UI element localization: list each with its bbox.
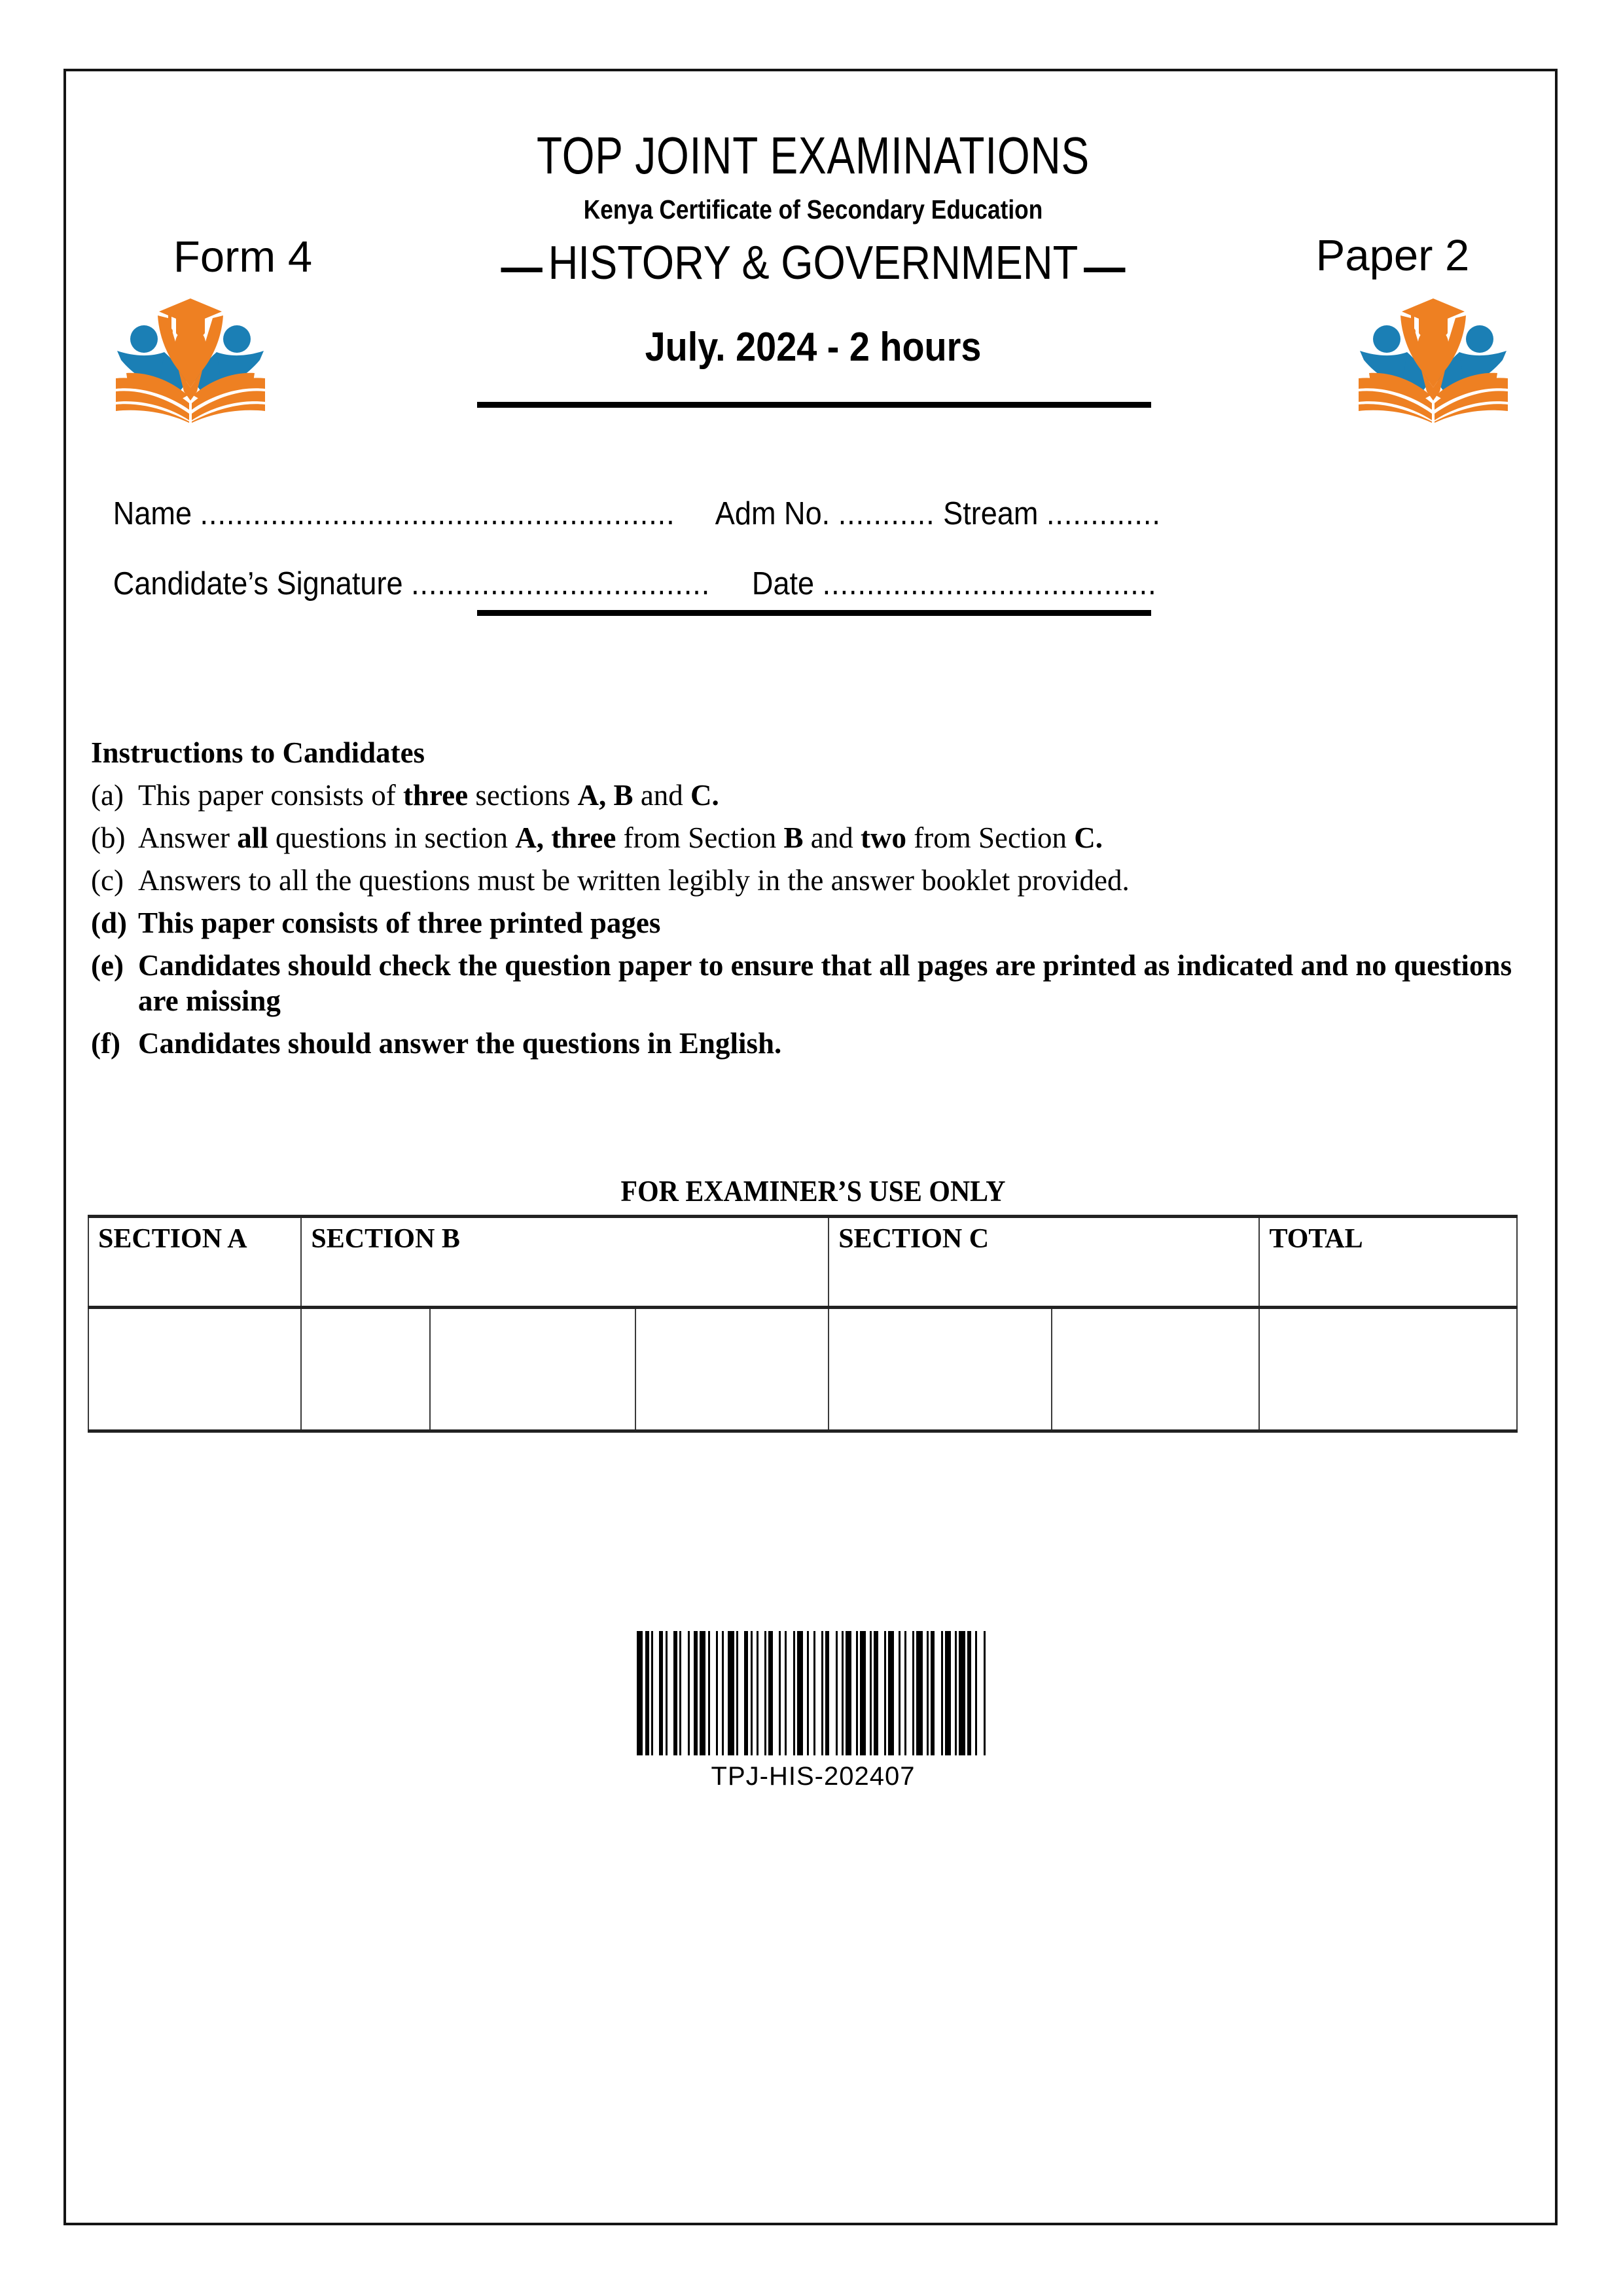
- instruction-item: [91, 820, 1535, 855]
- examiner-table-mark-cell[interactable]: [1259, 1308, 1517, 1431]
- adm-no-label: Adm No.: [715, 496, 830, 531]
- signature-label: Candidate’s Signature: [113, 566, 403, 601]
- exam-date-duration: July. 2024 - 2 hours: [645, 325, 982, 370]
- barcode-image: [637, 1631, 990, 1755]
- instruction-marker: (c): [91, 864, 124, 897]
- examiner-table-mark-cell[interactable]: [829, 1308, 1052, 1431]
- examiner-table-mark-cell[interactable]: [88, 1308, 301, 1431]
- instruction-marker: (a): [91, 779, 124, 812]
- examiner-table-mark-cell[interactable]: [301, 1308, 430, 1431]
- instruction-item: [91, 778, 1535, 813]
- candidate-name-row: [66, 495, 1488, 532]
- dash-right-icon: —: [1084, 241, 1126, 293]
- stream-label: Stream: [943, 496, 1039, 531]
- instructions-list: [91, 778, 1535, 1061]
- instruction-marker: (b): [91, 821, 126, 854]
- instruction-marker: (e): [91, 949, 124, 982]
- date-input[interactable]: ......................................: [822, 566, 1157, 601]
- instruction-item: [91, 905, 1535, 941]
- signature-input[interactable]: ..................................: [411, 566, 711, 601]
- dash-left-icon: —: [501, 241, 543, 293]
- form-label: Form 4: [173, 232, 313, 281]
- barcode-value: TPJ-HIS-202407: [711, 1762, 916, 1791]
- instruction-marker: (f): [91, 1027, 120, 1060]
- examiner-table-mark-cell[interactable]: [430, 1308, 635, 1431]
- divider-rule-top: [477, 402, 1151, 408]
- instruction-item: [91, 948, 1535, 1018]
- subject-name: HISTORY & GOVERNMENT: [548, 237, 1079, 289]
- instruction-item: [91, 863, 1535, 898]
- adm-no-input[interactable]: ...........: [838, 496, 935, 531]
- examiner-table-marks-row: [88, 1308, 1517, 1431]
- exam-subtitle: Kenya Certificate of Secondary Education: [583, 194, 1043, 224]
- date-label: Date: [751, 566, 815, 601]
- instruction-text: Candidates should answer the questions in English.: [138, 1027, 782, 1060]
- examiner-table-mark-cell[interactable]: [635, 1308, 829, 1431]
- instruction-text: Answers to all the questions must be written legibly in the answer booklet provided.: [138, 864, 1130, 897]
- instruction-item: [91, 1026, 1535, 1061]
- name-input[interactable]: ......................................................: [200, 496, 675, 531]
- examiner-marks-table: [88, 1215, 1518, 1433]
- instruction-text: Answer all questions in section A, three from Section B and two from Section C.: [138, 821, 1103, 854]
- examiner-table-header-cell: SECTION A: [88, 1217, 301, 1308]
- exam-title: TOP JOINT EXAMINATIONS: [536, 126, 1090, 185]
- instruction-text: Candidates should check the question paper to ensure that all pages are printed as indicated and no questions are missing: [138, 949, 1512, 1017]
- barcode-block: [66, 1623, 1560, 1791]
- examiner-table-mark-cell[interactable]: [1052, 1308, 1260, 1431]
- instruction-text: This paper consists of three sections A, B and C.: [138, 779, 719, 812]
- instructions-heading: Instructions to Candidates: [91, 736, 425, 769]
- institution-logo-left: [113, 292, 268, 425]
- instruction-marker: (d): [91, 906, 127, 939]
- candidate-signature-row: [66, 565, 1488, 602]
- instructions-section: [66, 736, 1560, 1061]
- examiner-table-header-cell: TOTAL: [1259, 1217, 1517, 1308]
- instruction-text: This paper consists of three printed pages: [138, 906, 661, 939]
- name-label: Name: [113, 496, 192, 531]
- page-frame: [63, 69, 1558, 2225]
- examiner-table-title: FOR EXAMINER’S USE ONLY: [620, 1175, 1006, 1208]
- examiner-table-header-cell: SECTION C: [829, 1217, 1259, 1308]
- paper-label: Paper 2: [1315, 231, 1470, 280]
- stream-input[interactable]: .............: [1046, 496, 1161, 531]
- examiner-table-header-row: [88, 1217, 1517, 1308]
- institution-logo-right: [1356, 292, 1510, 425]
- examiner-table-header-cell: SECTION B: [301, 1217, 829, 1308]
- divider-rule-bottom: [477, 610, 1151, 616]
